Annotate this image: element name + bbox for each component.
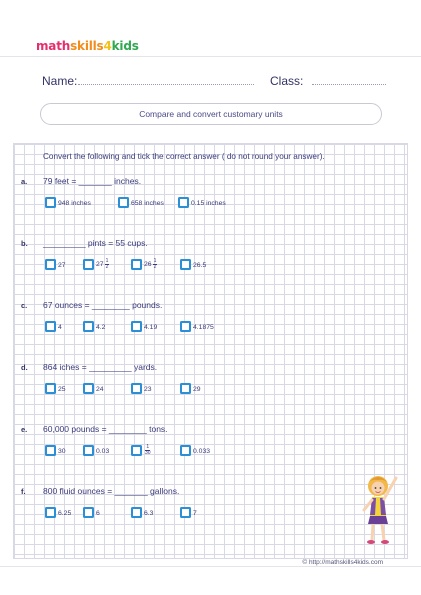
checkbox[interactable]: [180, 507, 191, 518]
fraction-numerator: 1: [153, 258, 157, 264]
logo-text-kids: kids: [111, 39, 139, 53]
fraction-numerator: 1: [105, 258, 109, 264]
class-label: Class:: [270, 74, 304, 88]
answer-value: 27: [58, 262, 66, 269]
answer-value: 24: [96, 386, 104, 393]
answer-option[interactable]: [180, 259, 206, 270]
answer-option-label: [96, 386, 104, 394]
answer-option-label: [96, 448, 109, 456]
checkbox[interactable]: [118, 197, 129, 208]
answer-option[interactable]: [45, 507, 71, 518]
site-logo: [36, 39, 139, 53]
checkbox[interactable]: [180, 259, 191, 270]
answer-option-label: [193, 324, 214, 332]
answer-option-label: [58, 510, 71, 518]
answer-value: 30: [58, 448, 66, 455]
answer-option[interactable]: [83, 259, 109, 270]
checkbox[interactable]: [45, 383, 56, 394]
answer-value: 4.19: [144, 324, 158, 331]
answer-value: 7: [193, 510, 197, 517]
answer-option-label: [58, 262, 66, 270]
checkbox[interactable]: [178, 197, 189, 208]
answer-value: 26: [144, 260, 152, 268]
answer-value: 6.25: [58, 510, 72, 517]
question-letter: a.: [21, 177, 28, 186]
answer-option-label: [96, 510, 100, 518]
answer-value: 4: [58, 324, 62, 331]
checkbox[interactable]: [180, 383, 191, 394]
checkbox[interactable]: [45, 259, 56, 270]
answer-option-label: [193, 386, 201, 394]
answer-value: 948 inches: [58, 200, 91, 207]
answer-option[interactable]: [83, 383, 104, 394]
question-text: 60,000 pounds = ________ tons.: [43, 424, 168, 434]
answer-option-label: [58, 448, 66, 456]
answer-option-label: [96, 324, 105, 332]
answer-option[interactable]: [45, 321, 62, 332]
logo-text-4: 4: [103, 39, 112, 53]
fraction: [153, 259, 158, 270]
fraction-denominator: 30: [145, 450, 151, 456]
checkbox[interactable]: [45, 507, 56, 518]
answer-value: 27: [96, 260, 104, 268]
logo-text-skills: skills: [70, 39, 104, 53]
answer-value: 4.1875: [193, 324, 214, 331]
fraction-denominator: 2: [105, 264, 109, 270]
footer-credit: © http://mathskills4kids.com: [302, 559, 383, 566]
fraction: [105, 259, 110, 270]
checkbox[interactable]: [45, 321, 56, 332]
question-letter: e.: [21, 425, 28, 434]
question-text: 67 ounces = ________ pounds.: [43, 300, 163, 310]
fraction: [145, 445, 151, 456]
name-field[interactable]: [78, 84, 254, 85]
answer-option[interactable]: [45, 445, 66, 456]
question-letter: d.: [21, 363, 28, 372]
answer-option-label: [193, 448, 210, 456]
answer-option[interactable]: [131, 321, 157, 332]
answer-option[interactable]: [83, 507, 100, 518]
name-label: Name:: [42, 74, 78, 88]
checkbox[interactable]: [45, 197, 56, 208]
girl-illustration-icon: [350, 470, 402, 550]
answer-option-label: [144, 510, 153, 518]
instruction-text: Convert the following and tick the correct answer ( do not round your answer).: [43, 152, 325, 161]
answer-option-label: [58, 200, 91, 208]
answer-option-label: [193, 510, 197, 518]
checkbox[interactable]: [83, 383, 94, 394]
answer-value: 0.15 inches: [191, 200, 226, 207]
checkbox[interactable]: [131, 507, 142, 518]
answer-option-label: [96, 259, 109, 270]
class-field[interactable]: [312, 84, 386, 85]
answer-option-label: [191, 200, 226, 208]
answer-option[interactable]: [83, 321, 105, 332]
answer-option[interactable]: [178, 197, 226, 208]
answer-option[interactable]: [131, 259, 157, 270]
checkbox[interactable]: [131, 383, 142, 394]
logo-text-math: math: [36, 39, 71, 53]
fraction-denominator: 2: [153, 264, 157, 270]
question-text: 800 fluid ounces = _______ gallons.: [43, 486, 180, 496]
checkbox[interactable]: [180, 445, 191, 456]
answer-option-label: [58, 324, 62, 332]
checkbox[interactable]: [83, 507, 94, 518]
worksheet-title: Compare and convert customary units: [40, 103, 382, 125]
checkbox[interactable]: [131, 259, 142, 270]
answer-option-label: [144, 259, 157, 270]
answer-value: 4.2: [96, 324, 106, 331]
question-text: _________ pints = 55 cups.: [43, 238, 148, 248]
answer-value: 0.033: [193, 448, 211, 455]
checkbox[interactable]: [180, 321, 191, 332]
checkbox[interactable]: [45, 445, 56, 456]
answer-option-label: [131, 200, 164, 208]
checkbox[interactable]: [83, 321, 94, 332]
answer-option[interactable]: [131, 445, 151, 456]
checkbox[interactable]: [131, 445, 142, 456]
footer-divider: [0, 566, 421, 567]
answer-option[interactable]: [131, 507, 153, 518]
answer-option-label: [193, 262, 206, 270]
answer-option[interactable]: [45, 197, 91, 208]
answer-value: 6: [96, 510, 100, 517]
answer-option[interactable]: [83, 445, 109, 456]
answer-option-label: [58, 386, 66, 394]
answer-value: 29: [193, 386, 201, 393]
answer-value: 25: [58, 386, 66, 393]
checkbox[interactable]: [131, 321, 142, 332]
answer-option[interactable]: [180, 445, 210, 456]
fraction-numerator: 1: [146, 444, 150, 450]
checkbox[interactable]: [83, 445, 94, 456]
answer-option[interactable]: [118, 197, 164, 208]
answer-option-label: [144, 386, 152, 394]
question-letter: b.: [21, 239, 28, 248]
answer-option[interactable]: [180, 507, 197, 518]
answer-value: 26.5: [193, 262, 207, 269]
answer-option[interactable]: [180, 383, 201, 394]
answer-value: 23: [144, 386, 152, 393]
checkbox[interactable]: [83, 259, 94, 270]
answer-value: 0.03: [96, 448, 110, 455]
question-letter: c.: [21, 301, 28, 310]
question-letter: f.: [21, 487, 26, 496]
answer-option[interactable]: [180, 321, 214, 332]
question-text: 864 iches = _________ yards.: [43, 362, 158, 372]
answer-option-label: [144, 445, 151, 456]
question-text: 79 feet = _______ inches.: [43, 176, 142, 186]
answer-option[interactable]: [45, 259, 66, 270]
answer-option[interactable]: [131, 383, 152, 394]
header-divider: [0, 56, 421, 57]
answer-value: 6.3: [144, 510, 154, 517]
answer-option[interactable]: [45, 383, 66, 394]
answer-value: 658 inches: [131, 200, 164, 207]
answer-option-label: [144, 324, 157, 332]
